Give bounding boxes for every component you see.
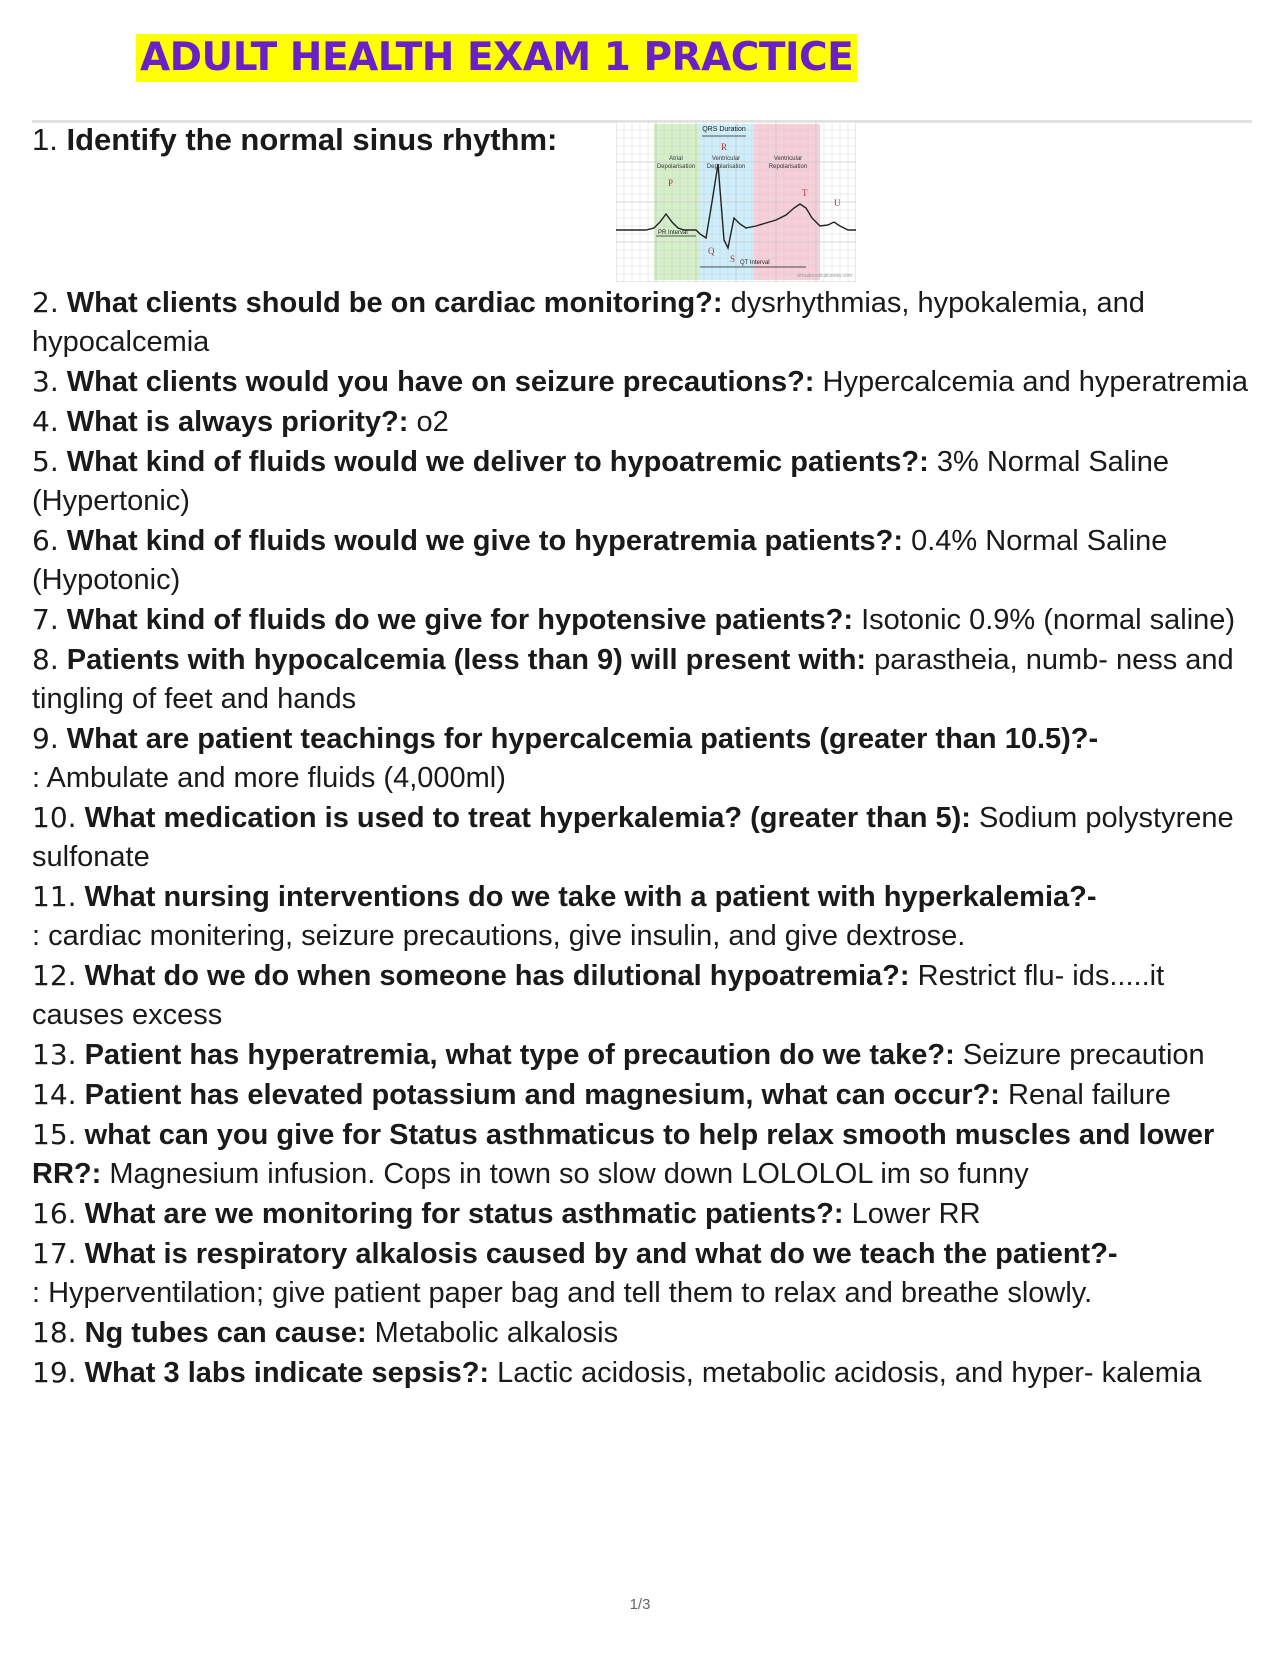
qa-item — [32, 1115, 1257, 1194]
qa-item — [32, 521, 1257, 600]
question-text: What are we monitoring for status asthmatic patients?: — [84, 1198, 844, 1230]
s-wave-label: S — [730, 254, 736, 264]
page-title: ADULT HEALTH EXAM 1 PRACTICE — [136, 34, 857, 82]
qa-item — [32, 1194, 1257, 1234]
question-1 — [32, 122, 557, 158]
question-number: 13. — [32, 1038, 77, 1071]
question-text: What kind of fluids do we give for hypotensive patients?: — [66, 604, 854, 636]
qa-item — [32, 442, 1257, 521]
answer-text: 0.4% Normal Saline (Hypotonic) — [32, 525, 1168, 596]
question-text: Patient has hyperatremia, what type of precaution do we take?: — [84, 1039, 955, 1071]
question-number: 17. — [32, 1237, 77, 1270]
p-wave-label: P — [668, 178, 674, 188]
question-number: 6. — [32, 524, 59, 557]
qa-list — [32, 283, 1257, 1393]
vrep-label-2: Repolarisation — [768, 164, 808, 170]
question-number: 2. — [32, 286, 59, 319]
answer-text: Restrict flu- ids.....it causes excess — [32, 960, 1165, 1031]
question-number: 12. — [32, 959, 77, 992]
qa-item — [32, 402, 1257, 442]
qa-item — [32, 1035, 1257, 1075]
answer-text: Isotonic 0.9% (normal saline) — [853, 604, 1236, 636]
answer-text: Magnesium infusion. Cops in town so slow down LOLOLOL im so funny — [101, 1158, 1029, 1190]
t-wave-label: T — [802, 188, 808, 198]
question-text: Patient has elevated potassium and magnesium, what can occur?: — [84, 1079, 1000, 1111]
answer-text: 3% Normal Saline (Hypertonic) — [32, 446, 1169, 517]
qa-item — [32, 640, 1257, 719]
question-text: Ng tubes can cause: — [84, 1317, 367, 1349]
qa-item — [32, 1353, 1257, 1393]
question-number: 3. — [32, 365, 59, 398]
atrial-label-1: Atrial — [669, 156, 683, 162]
u-wave-label: U — [834, 198, 841, 208]
ecg-grid — [616, 122, 856, 282]
question-text: what can you give for Status asthmaticus to help relax smooth muscles and lower RR?: — [32, 1119, 1215, 1190]
answer-text: parastheia, numb- ness and tingling of feet and hands — [32, 644, 1234, 715]
qa-item — [32, 877, 1257, 956]
question-number: 8. — [32, 643, 59, 676]
ecg-diagram — [616, 122, 856, 282]
question-number: 1. — [32, 122, 58, 157]
question-text: What is always priority?: — [66, 406, 409, 438]
qa-item — [32, 283, 1257, 362]
qa-item — [32, 1313, 1257, 1353]
question-text: What is respiratory alkalosis caused by and what do we teach the patient?- — [84, 1238, 1118, 1270]
qa-item — [32, 600, 1257, 640]
answer-text: Seizure precaution — [954, 1039, 1205, 1071]
question-text: What medication is used to treat hyperkalemia? (greater than 5): — [84, 802, 971, 834]
question-number: 11. — [32, 880, 77, 913]
question-text: Identify the normal sinus rhythm: — [66, 122, 558, 157]
q-wave-label: Q — [708, 246, 715, 256]
answer-text: Lower RR — [843, 1198, 981, 1230]
question-number: 4. — [32, 405, 59, 438]
qa-item — [32, 956, 1257, 1035]
question-text: What are patient teachings for hypercalcemia patients (greater than 10.5)?- — [66, 723, 1099, 755]
r-wave-label: R — [721, 142, 728, 152]
vrep-label-1: Ventricular — [773, 156, 803, 162]
qrs-label: QRS Duration — [702, 126, 746, 133]
question-number: 14. — [32, 1078, 77, 1111]
vdep-label-2: Depolarisation — [706, 164, 746, 170]
page-number: 1/3 — [629, 1596, 651, 1613]
question-number: 19. — [32, 1356, 77, 1389]
question-number: 18. — [32, 1316, 77, 1349]
qa-item — [32, 719, 1257, 798]
answer-text: : Ambulate and more fluids (4,000ml) — [32, 762, 506, 794]
ecg-watermark: virtualmedicalcentre.com — [796, 273, 852, 279]
question-text: What 3 labs indicate sepsis?: — [84, 1357, 490, 1389]
answer-text: Metabolic alkalosis — [366, 1317, 619, 1349]
answer-text: Hypercalcemia and hyperatremia — [814, 366, 1249, 398]
pr-interval-label: PR Interval — [658, 230, 688, 236]
question-text: What kind of fluids would we deliver to hypoatremic patients?: — [66, 446, 929, 478]
question-text: What do we do when someone has dilutional hypoatremia?: — [84, 960, 910, 992]
question-number: 5. — [32, 445, 59, 478]
qa-item — [32, 362, 1257, 402]
question-text: What clients should be on cardiac monitoring?: — [66, 287, 723, 319]
answer-text: dysrhythmias, hypokalemia, and hypocalcemia — [32, 287, 1145, 358]
answer-text: Sodium polystyrene sulfonate — [32, 802, 1234, 873]
qt-interval-label: QT Interval — [740, 260, 770, 266]
question-number: 16. — [32, 1197, 77, 1230]
question-number: 9. — [32, 722, 59, 755]
qa-item — [32, 1234, 1257, 1313]
qa-item — [32, 1075, 1257, 1115]
answer-text: : Hyperventilation; give patient paper bag and tell them to relax and breathe slowly. — [32, 1277, 1093, 1309]
question-number: 10. — [32, 801, 77, 834]
answer-text: o2 — [408, 406, 449, 438]
answer-text: : cardiac monitering, seizure precautions, give insulin, and give dextrose. — [32, 920, 966, 952]
question-text: What clients would you have on seizure precautions?: — [66, 366, 815, 398]
atrial-label-2: Depolarisation — [656, 164, 696, 170]
question-text: What nursing interventions do we take with a patient with hyperkalemia?- — [84, 881, 1097, 913]
answer-text: Renal failure — [999, 1079, 1171, 1111]
vdep-label-1: Ventricular — [711, 156, 741, 162]
question-text: Patients with hypocalcemia (less than 9) will present with: — [66, 644, 867, 676]
answer-text: Lactic acidosis, metabolic acidosis, and hyper- kalemia — [489, 1357, 1202, 1389]
question-text: What kind of fluids would we give to hyperatremia patients?: — [66, 525, 904, 557]
qa-item — [32, 798, 1257, 877]
question-number: 15. — [32, 1118, 77, 1151]
question-number: 7. — [32, 603, 59, 636]
